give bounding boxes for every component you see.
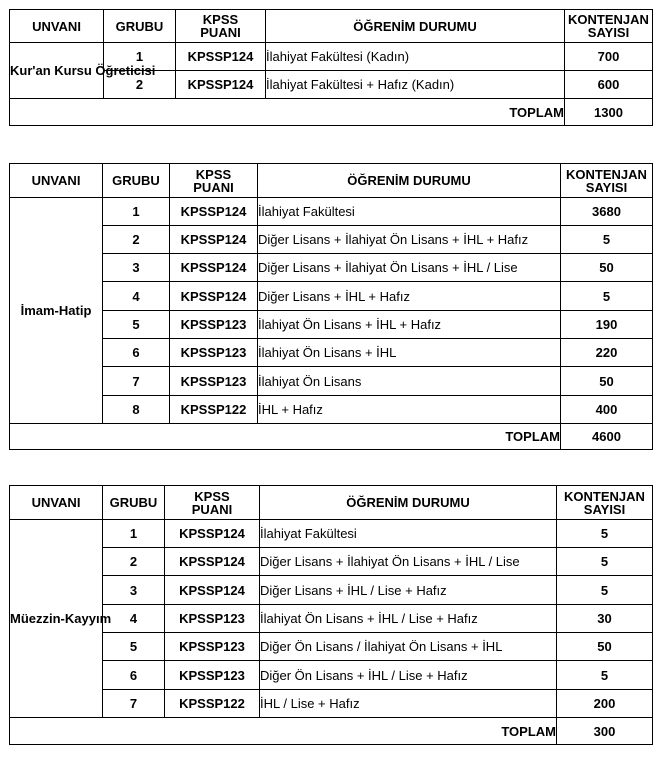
header-row <box>10 10 653 43</box>
unvan-cell: Müezzin-Kayyım <box>10 520 103 718</box>
grup-cell: 6 <box>103 339 170 367</box>
grup-cell: 8 <box>103 396 170 424</box>
table-row <box>10 198 653 226</box>
table-row <box>10 576 653 605</box>
grup-cell: 1 <box>103 198 170 226</box>
kpss-header-line1: KPSS <box>202 12 239 27</box>
col-header-grubu: GRUBU <box>104 10 176 43</box>
table-row <box>10 661 653 690</box>
col-header-kontenjan <box>557 486 653 520</box>
kpss-cell: KPSSP123 <box>165 605 260 633</box>
kontenjan-cell: 400 <box>561 396 653 424</box>
kontenjan-cell: 5 <box>561 282 653 311</box>
total-value: 1300 <box>565 99 653 126</box>
kontenjan-cell: 5 <box>561 226 653 254</box>
table-row <box>10 367 653 396</box>
table-row <box>10 311 653 339</box>
col-header-kpss <box>176 10 266 43</box>
total-label: TOPLAM <box>10 99 565 126</box>
kontenjan-cell: 5 <box>557 520 653 548</box>
grup-cell: 1 <box>104 43 176 71</box>
table-row <box>10 690 653 718</box>
col-header-ogrenim: ÖĞRENİM DURUMU <box>266 10 565 43</box>
grup-cell: 5 <box>103 633 165 661</box>
kontenjan-header-line2: SAYISI <box>587 25 630 40</box>
kontenjan-cell: 5 <box>557 661 653 690</box>
grup-cell: 4 <box>103 282 170 311</box>
ogrenim-cell: Diğer Lisans + İHL / Lise + Hafız <box>260 576 557 605</box>
total-row <box>10 99 653 126</box>
col-header-grubu: GRUBU <box>103 164 170 198</box>
ogrenim-cell: İlahiyat Ön Lisans + İHL + Hafız <box>258 311 561 339</box>
table-row <box>10 226 653 254</box>
ogrenim-cell: Diğer Lisans + İlahiyat Ön Lisans + İHL + Hafız <box>258 226 561 254</box>
quota-table-muezzin-kayyim <box>9 485 653 745</box>
kpss-cell: KPSSP122 <box>165 690 260 718</box>
ogrenim-cell: İHL / Lise + Hafız <box>260 690 557 718</box>
kontenjan-cell: 5 <box>557 548 653 576</box>
kontenjan-cell: 600 <box>565 71 653 99</box>
kontenjan-cell: 30 <box>557 605 653 633</box>
table-row <box>10 520 653 548</box>
table-row <box>10 339 653 367</box>
kpss-cell: KPSSP123 <box>170 367 258 396</box>
ogrenim-cell: İlahiyat Ön Lisans + İHL / Lise + Hafız <box>260 605 557 633</box>
kpss-cell: KPSSP124 <box>165 576 260 605</box>
table-row <box>10 282 653 311</box>
kontenjan-cell: 50 <box>561 254 653 282</box>
ogrenim-cell: İlahiyat Fakültesi <box>258 198 561 226</box>
col-header-ogrenim: ÖĞRENİM DURUMU <box>258 164 561 198</box>
col-header-kontenjan <box>565 10 653 43</box>
grup-cell: 7 <box>103 690 165 718</box>
kpss-cell: KPSSP124 <box>170 226 258 254</box>
grup-cell: 4 <box>103 605 165 633</box>
col-header-unvani: UNVANI <box>10 486 103 520</box>
ogrenim-cell: Diğer Ön Lisans / İlahiyat Ön Lisans + İHL <box>260 633 557 661</box>
grup-cell: 7 <box>103 367 170 396</box>
col-header-ogrenim: ÖĞRENİM DURUMU <box>260 486 557 520</box>
ogrenim-cell: İHL + Hafız <box>258 396 561 424</box>
table-row <box>10 43 653 71</box>
kpss-cell: KPSSP124 <box>165 520 260 548</box>
grup-cell: 3 <box>103 254 170 282</box>
kontenjan-cell: 220 <box>561 339 653 367</box>
kontenjan-header-line1: KONTENJAN <box>568 12 649 27</box>
ogrenim-cell: İlahiyat Fakültesi <box>260 520 557 548</box>
grup-cell: 1 <box>103 520 165 548</box>
ogrenim-cell: İlahiyat Fakültesi + Hafız (Kadın) <box>266 71 565 99</box>
kontenjan-cell: 700 <box>565 43 653 71</box>
grup-cell: 2 <box>104 71 176 99</box>
kpss-header-line2: PUANI <box>193 179 234 195</box>
kpss-cell: KPSSP124 <box>170 282 258 311</box>
table-row <box>10 633 653 661</box>
ogrenim-cell: Diğer Lisans + İHL + Hafız <box>258 282 561 311</box>
grup-cell: 6 <box>103 661 165 690</box>
kontenjan-header-line1: KONTENJAN <box>566 166 647 182</box>
header-row <box>10 486 653 520</box>
kontenjan-cell: 50 <box>557 633 653 661</box>
kontenjan-cell: 190 <box>561 311 653 339</box>
kpss-cell: KPSSP123 <box>170 311 258 339</box>
table-row <box>10 254 653 282</box>
grup-cell: 2 <box>103 548 165 576</box>
total-row <box>10 718 653 745</box>
ogrenim-cell: İlahiyat Ön Lisans + İHL <box>258 339 561 367</box>
unvan-cell: İmam-Hatip <box>10 198 103 424</box>
ogrenim-cell: Diğer Ön Lisans + İHL / Lise + Hafız <box>260 661 557 690</box>
kontenjan-header-line2: SAYISI <box>585 179 628 195</box>
kontenjan-cell: 5 <box>557 576 653 605</box>
ogrenim-cell: Diğer Lisans + İlahiyat Ön Lisans + İHL / Lise <box>260 548 557 576</box>
table-row <box>10 396 653 424</box>
total-label: TOPLAM <box>10 424 561 450</box>
grup-cell: 3 <box>103 576 165 605</box>
kpss-cell: KPSSP124 <box>170 254 258 282</box>
kontenjan-header-line1: KONTENJAN <box>564 488 645 504</box>
kontenjan-cell: 3680 <box>561 198 653 226</box>
kpss-cell: KPSSP123 <box>165 633 260 661</box>
grup-cell: 5 <box>103 311 170 339</box>
kpss-cell: KPSSP124 <box>165 548 260 576</box>
kontenjan-cell: 50 <box>561 367 653 396</box>
header-row <box>10 164 653 198</box>
kpss-cell: KPSSP122 <box>170 396 258 424</box>
col-header-grubu: GRUBU <box>103 486 165 520</box>
quota-table-imam-hatip <box>9 163 653 450</box>
kontenjan-header-line2: SAYISI <box>583 501 626 517</box>
kpss-header-line2: PUANI <box>191 501 233 517</box>
kpss-header-line2: PUANI <box>200 25 241 40</box>
col-header-kontenjan <box>561 164 653 198</box>
total-value: 4600 <box>561 424 653 450</box>
quota-table-kuran-kursu <box>9 9 653 126</box>
kpss-cell: KPSSP124 <box>176 43 266 71</box>
grup-cell: 2 <box>103 226 170 254</box>
kpss-cell: KPSSP124 <box>176 71 266 99</box>
total-row <box>10 424 653 450</box>
kpss-cell: KPSSP124 <box>170 198 258 226</box>
kpss-header-line1: KPSS <box>194 488 230 504</box>
ogrenim-cell: İlahiyat Ön Lisans <box>258 367 561 396</box>
kontenjan-cell: 200 <box>557 690 653 718</box>
kpss-header-line1: KPSS <box>195 166 232 182</box>
col-header-kpss <box>165 486 260 520</box>
ogrenim-cell: Diğer Lisans + İlahiyat Ön Lisans + İHL / Lise <box>258 254 561 282</box>
total-value: 300 <box>557 718 653 745</box>
kpss-cell: KPSSP123 <box>170 339 258 367</box>
col-header-unvani: UNVANI <box>10 164 103 198</box>
unvan-cell: Kur'an Kursu Öğreticisi <box>10 43 104 99</box>
col-header-kpss <box>170 164 258 198</box>
kpss-cell: KPSSP123 <box>165 661 260 690</box>
ogrenim-cell: İlahiyat Fakültesi (Kadın) <box>266 43 565 71</box>
col-header-unvani: UNVANI <box>10 10 104 43</box>
total-label: TOPLAM <box>10 718 557 745</box>
table-row <box>10 548 653 576</box>
